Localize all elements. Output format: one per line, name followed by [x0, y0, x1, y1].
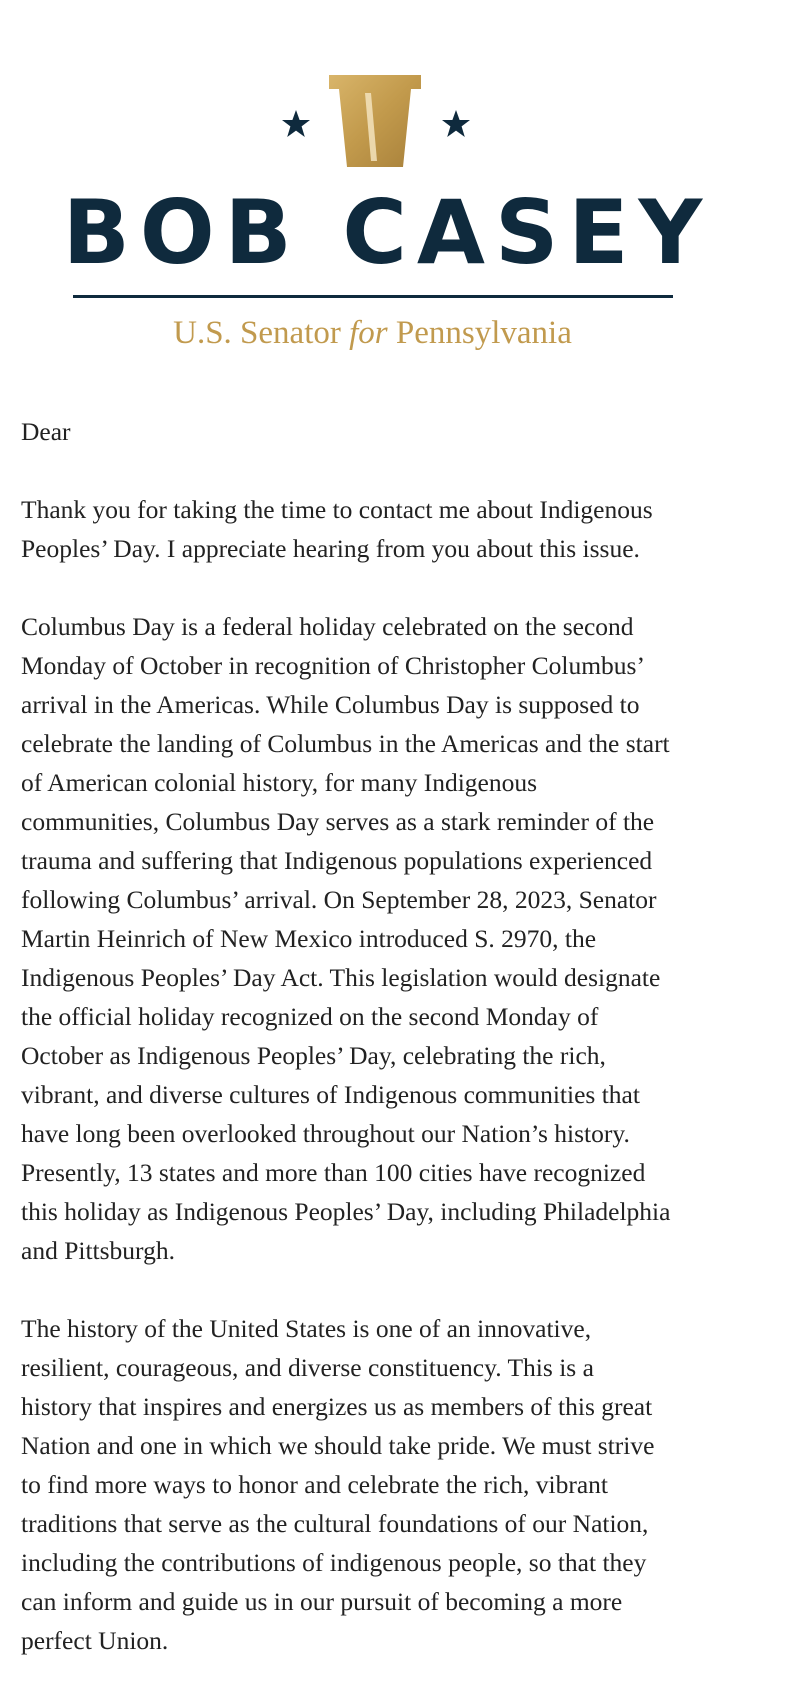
letterhead: [0, 0, 795, 370]
paragraph-intro: Thank you for taking the time to contact me about Indigenous Peoples’ Day. I appreciate hearing from you about this issue.: [21, 495, 653, 563]
keystone-icon: [325, 75, 425, 167]
tagline-suffix: Pennsylvania: [387, 315, 572, 351]
letterhead-divider: [73, 295, 673, 298]
letter-body: [21, 412, 761, 1699]
paragraph-columbus-day: Columbus Day is a federal holiday celebrated on the second Monday of October in recognition of Christopher Columbus’ arrival in the Americas. While Columbus Day is supposed to celebrate the landing of Columbus in the Americas and the start of American colonial history, for many Indigenous communities, Columbus Day serves as a stark reminder of the trauma and suffering that Indigenous populations experienced following Columbus’ arrival. On September 28, 2023, Senator Martin Heinrich of New Mexico introduced S. 2970, the Indigenous Peoples’ Day Act. This legislation would designate the official holiday recognized on the second Monday of October as Indigenous Peoples’ Day, celebrating the rich, vibrant, and diverse cultures of Indigenous communities that have long been overlooked throughout our Nation’s history. Presently, 13 states and more than 100 cities have recognized this holiday as Indigenous Peoples’ Day, including Philadelphia and Pittsburgh.: [21, 612, 671, 1265]
senator-tagline: [0, 308, 770, 358]
senator-name: BOB CASEY: [62, 181, 713, 284]
paragraph-history: The history of the United States is one of an innovative, resilient, courageous, and diverse constituency. This is a history that inspires and energizes us as members of this great Nation and one in which we should take pride. We must strive to find more ways to honor and celebrate the rich, vibrant traditions that serve as the cultural foundations of our Nation, including the contributions of indigenous people, so that they can inform and guide us in our pursuit of becoming a more perfect Union.: [21, 1314, 655, 1655]
tagline-italic-word: for: [349, 315, 388, 351]
tagline-prefix: U.S. Senator: [173, 315, 350, 351]
star-icon: [440, 108, 472, 140]
star-icon: [280, 108, 312, 140]
logo-mark: [0, 75, 795, 170]
salutation: Dear: [21, 417, 71, 446]
